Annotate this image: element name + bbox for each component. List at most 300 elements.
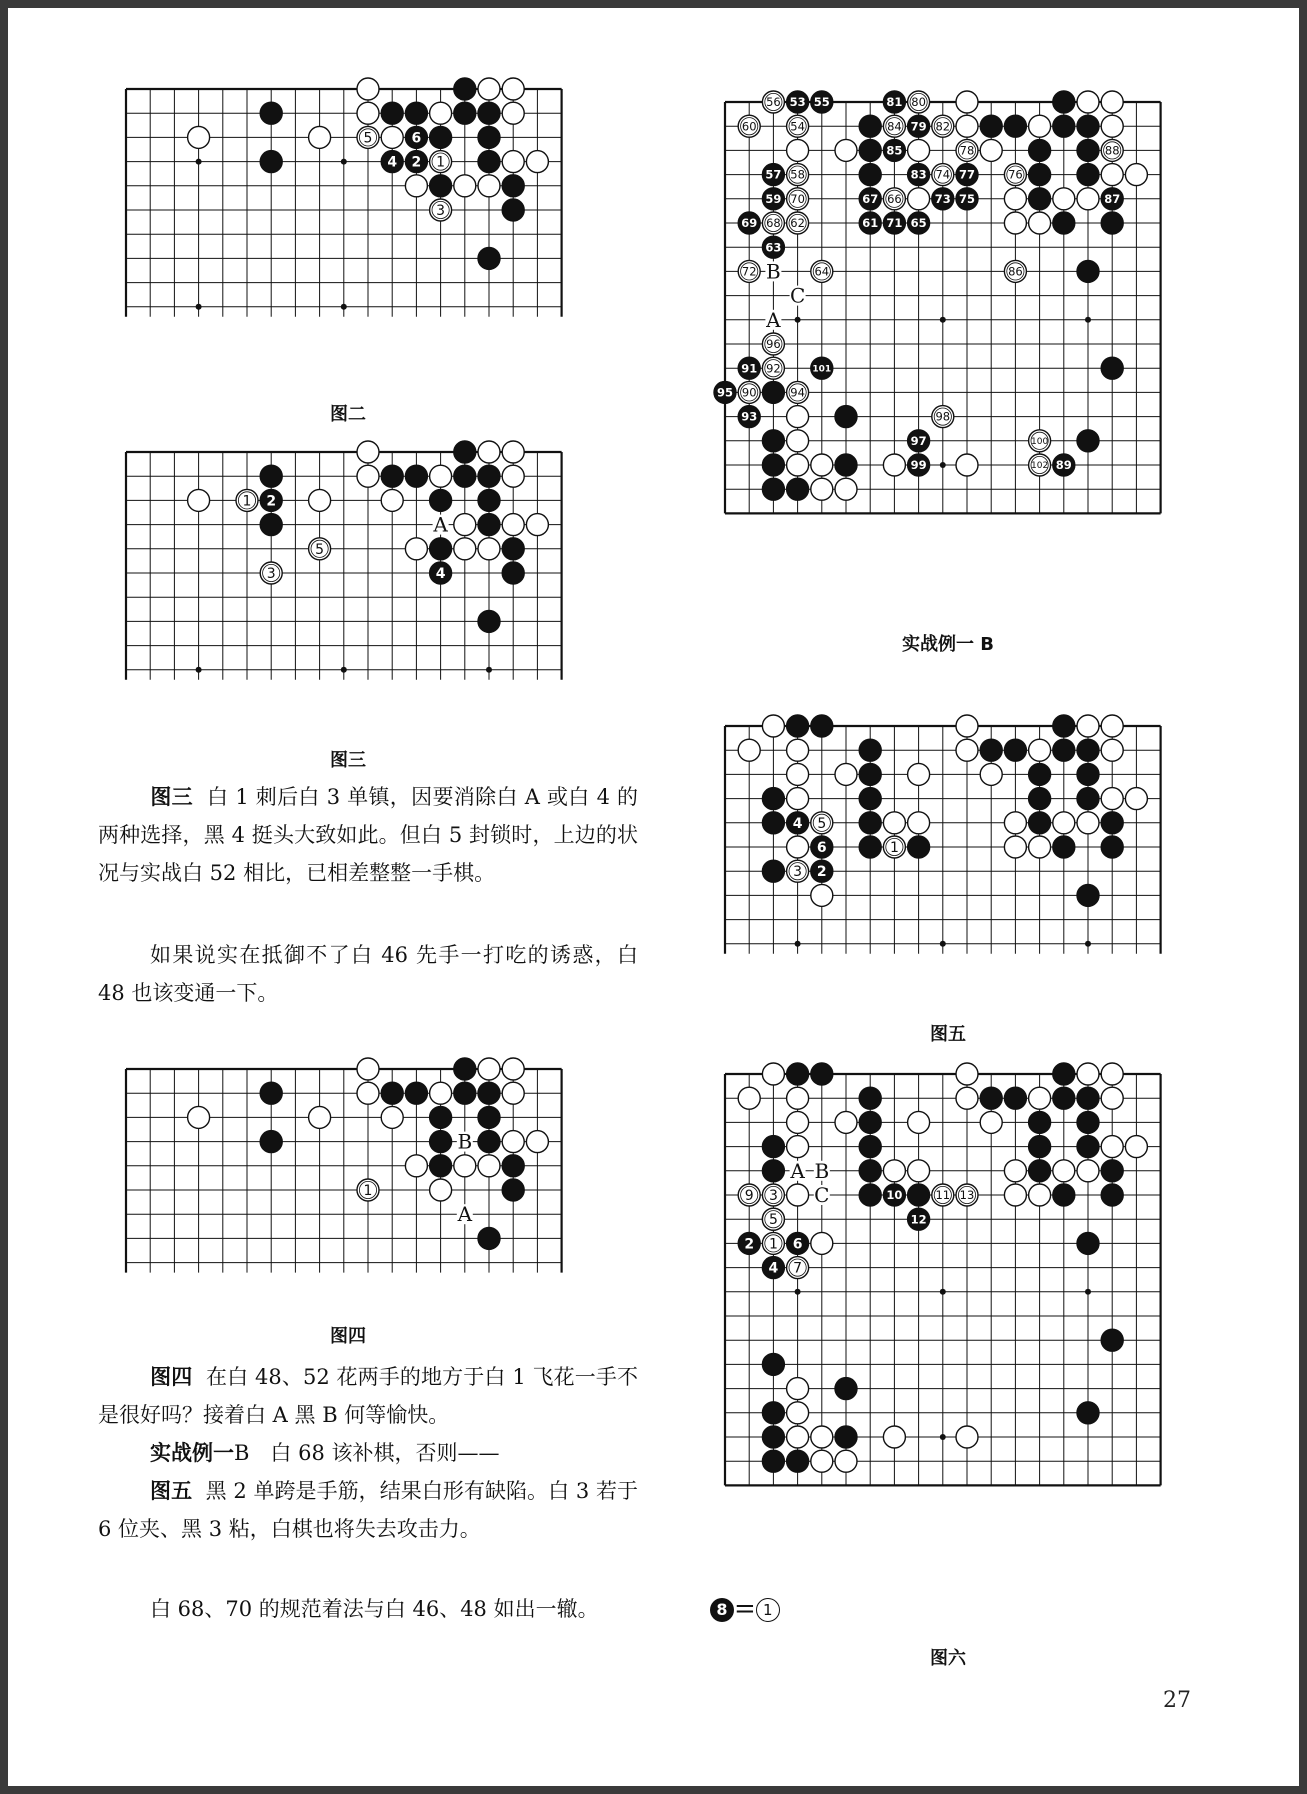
black-stone [762,1160,784,1182]
black-stone [430,1106,452,1128]
board-grid [126,78,562,317]
black-stone [478,102,500,124]
white-stone [405,175,427,197]
point-label: C [789,283,806,308]
black-stone [1029,1111,1051,1133]
white-stone [787,1378,809,1400]
move-number: 55 [813,95,830,110]
paragraph-fig3 [98,778,638,892]
white-stone [405,1155,427,1177]
black-stone [762,860,784,882]
move-number: 68 [766,216,781,231]
black-stone [811,715,833,737]
black-stone [762,478,784,500]
black-stone [260,1131,282,1153]
black-stone [1029,188,1051,210]
black-stone [1077,115,1099,137]
black-stone [405,465,427,487]
move-number: 65 [910,216,927,231]
black-stone [1053,836,1075,858]
white-stone [956,739,978,761]
star-point [1085,1289,1091,1295]
move-number: 66 [887,191,902,206]
white-stone [980,763,1002,785]
black-stone [1077,739,1099,761]
black-stone [859,788,881,810]
black-stone [1077,1232,1099,1254]
paragraph-text: 在白 48、52 花两手的地方于白 1 飞花一手不是很好吗？接着白 A 黑 B 何等愉快。 [98,1365,638,1427]
white-stone [1004,1160,1026,1182]
black-stone [478,1082,500,1104]
move-number: 93 [741,409,758,424]
white-stone [502,1058,524,1080]
move-number: 5 [315,541,325,558]
white-stone [883,812,905,834]
move-number: 86 [1008,264,1023,279]
move-number: 94 [790,385,805,400]
star-point [1085,941,1091,947]
black-stone [478,465,500,487]
star-point [196,159,202,165]
white-stone [787,763,809,785]
black-stone [859,1111,881,1133]
black-stone [1053,739,1075,761]
white-stone [1077,1160,1099,1182]
white-stone [787,454,809,476]
move-number: 60 [741,119,757,134]
white-stone [1004,836,1026,858]
white-stone [1004,1184,1026,1206]
white-stone [1053,188,1075,210]
white-stone [787,1136,809,1158]
paragraph-6: 白 68、70 的规范着法与白 46、48 如出一辙。 [150,1597,599,1621]
black-stone [762,381,784,403]
black-stone [430,1131,452,1153]
white-stone [811,1232,833,1254]
black-stone [478,1106,500,1128]
white-stone [188,126,210,148]
paragraph-text: 白 1 刺后白 3 单镇，因要消除白 A 或白 4 的两种选择，黑 4 挺头大致如此。但白 5 封锁时，上边的状况与实战白 52 相比，已相差整整一手棋。 [98,785,639,885]
white-stone [1077,812,1099,834]
white-stone [787,1184,809,1206]
move-number: 74 [935,167,951,182]
black-stone [1053,115,1075,137]
white-stone [1029,212,1051,234]
white-stone [1029,836,1051,858]
white-stone [956,715,978,737]
white-stone [787,1087,809,1109]
move-number: 72 [741,264,757,279]
move-number: 63 [765,240,782,255]
move-number: 59 [765,191,782,206]
point-label: B [814,1158,830,1183]
move-number: 3 [436,203,446,220]
go-board-fig6 [724,1073,1244,1543]
black-stone [1101,1329,1123,1351]
move-number: 67 [862,191,879,206]
move-number: 10 [886,1188,903,1203]
star-point [795,317,801,323]
move-number: 100 [1031,437,1049,448]
star-point [795,941,801,947]
paragraph-label: 实战例一 [150,1441,234,1465]
black-stone [1101,357,1123,379]
white-stone [1053,812,1075,834]
black-stone [1053,1184,1075,1206]
white-stone [980,1111,1002,1133]
white-stone [357,1082,379,1104]
stone-equivalence-note [710,1594,780,1624]
white-stone [1053,1160,1075,1182]
move-number: 97 [910,433,927,448]
white-stone [526,514,548,536]
white-stone [1125,788,1147,810]
black-stone [478,247,500,269]
caption-fig5: 图五 [930,1024,966,1045]
white-stone [956,115,978,137]
white-stone [478,538,500,560]
white-stone [1101,1136,1123,1158]
black-stone [859,836,881,858]
black-stone [478,126,500,148]
black-stone [787,715,809,737]
move-number: 82 [935,119,951,134]
go-board-fig3 [125,451,655,711]
white-stone [502,151,524,173]
white-stone [787,739,809,761]
black-stone [859,1160,881,1182]
white-stone [1077,1063,1099,1085]
black-stone [787,1063,809,1085]
move-number: 13 [959,1188,975,1203]
black-stone [381,1082,403,1104]
move-number: 98 [935,409,951,424]
move-number: 80 [911,95,926,110]
paragraph-2: 如果说实在抵御不了白 46 先手一打吃的诱惑，白 48 也该变通一下。 [98,943,638,1005]
go-board-fig2 [125,88,655,348]
move-number: 99 [910,458,927,473]
white-stone [188,489,210,511]
white-stone [811,478,833,500]
black-stone [859,763,881,785]
black-stone [835,1426,857,1448]
point-label: C [814,1183,830,1207]
white-stone [1077,715,1099,737]
go-board-fig5 [724,725,1244,985]
black-stone [1077,788,1099,810]
black-stone [1029,763,1051,785]
black-stone [478,1227,500,1249]
white-stone [1029,739,1051,761]
white-stone [1101,164,1123,186]
white-stone [1077,91,1099,113]
black-stone [260,465,282,487]
move-number: 12 [910,1212,927,1227]
white-stone [430,1082,452,1104]
black-stone [762,1450,784,1472]
white-stone [883,1160,905,1182]
black-stone [1029,164,1051,186]
move-number: 1 [889,840,899,857]
move-number: 5 [768,1212,778,1229]
move-number: 1 [768,1236,778,1253]
white-stone [309,1106,331,1128]
move-number: 84 [887,119,902,134]
white-stone [956,1063,978,1085]
board-grid [126,441,562,680]
white-stone [1101,788,1123,810]
white-stone [1004,812,1026,834]
white-stone [787,1111,809,1133]
black-stone [502,562,524,584]
white-stone [502,465,524,487]
point-label: A [457,1202,473,1227]
white-stone [956,1087,978,1109]
black-stone [859,1184,881,1206]
black-stone [1053,1087,1075,1109]
move-number: 1 [242,493,252,510]
move-number: 4 [768,1260,779,1277]
white-stone [381,1106,403,1128]
white-stone [908,139,930,161]
white-stone [1101,739,1123,761]
black-stone [908,836,930,858]
white-stone [811,1450,833,1472]
move-number: 71 [886,216,903,231]
black-stone [502,538,524,560]
black-stone [787,478,809,500]
white-stone [908,188,930,210]
black-stone [478,1131,500,1153]
black-stone [454,441,476,463]
white-stone [381,126,403,148]
white-stone [1101,1063,1123,1085]
board-grid [725,1063,1161,1485]
move-number: 62 [790,216,805,231]
white-stone [835,478,857,500]
white-stone [835,763,857,785]
white-stone [787,430,809,452]
white-stone [1125,164,1147,186]
black-stone [859,115,881,137]
white-stone [787,139,809,161]
black-stone [260,514,282,536]
paragraph-fig5 [98,1472,638,1548]
move-number: 96 [766,337,781,352]
black-stone [762,1136,784,1158]
black-stone [835,454,857,476]
move-number: 73 [934,191,951,206]
white-stone [883,454,905,476]
black-stone [1053,715,1075,737]
move-number: 83 [910,167,927,182]
move-number: 77 [958,167,976,182]
board-grid [126,1058,562,1273]
black-stone [1004,1087,1026,1109]
move-number: 85 [886,143,903,158]
white-stone [787,836,809,858]
white-stone [835,139,857,161]
white-stone [738,1087,760,1109]
white-stone [502,78,524,100]
white-stone [1004,188,1026,210]
white-stone [908,763,930,785]
black-stone [454,1058,476,1080]
black-stone [762,430,784,452]
black-stone [1029,1136,1051,1158]
move-number: 3 [266,566,276,583]
black-stone [859,1087,881,1109]
black-stone [430,538,452,560]
black-stone [980,115,1002,137]
black-stone [859,139,881,161]
black-stone [1077,763,1099,785]
black-stone [762,1426,784,1448]
move-number: 4 [435,566,446,583]
black-stone [1077,164,1099,186]
white-stone [502,102,524,124]
white-stone [762,1063,784,1085]
move-number: 56 [766,95,781,110]
white-stone [787,1402,809,1424]
black-stone [1077,1111,1099,1133]
black-stone [762,1402,784,1424]
black-stone [430,489,452,511]
white-stone [1077,188,1099,210]
move-number: 3 [768,1188,778,1205]
white-stone [1101,1087,1123,1109]
black-stone [1053,212,1075,234]
white-stone [526,151,548,173]
black-stone [811,1063,833,1085]
point-label: A [766,307,781,332]
white-stone [980,139,1002,161]
move-number: 91 [741,361,758,376]
point-label: A [433,512,448,537]
black-stone [1077,1087,1099,1109]
black-stone [1029,139,1051,161]
black-stone [1053,1063,1075,1085]
move-number: 53 [789,95,806,110]
move-number: 9 [744,1188,754,1205]
white-stone [787,1426,809,1448]
white-stone [502,514,524,536]
black-stone [430,1155,452,1177]
move-number: 58 [790,167,805,182]
white-stone [835,1111,857,1133]
black-stone [260,151,282,173]
black-stone [859,1136,881,1158]
white-stone [478,441,500,463]
move-number: 92 [766,361,781,376]
black-stone [787,1450,809,1472]
white-stone [811,1426,833,1448]
star-point [341,304,347,310]
black-stone [478,151,500,173]
black-stone [381,102,403,124]
move-number: 101 [812,364,832,375]
caption-fig6: 图六 [930,1648,966,1669]
black-stone [835,1378,857,1400]
white-stone [188,1106,210,1128]
star-point [1085,317,1091,323]
star-point [940,1289,946,1295]
paragraph-fig4 [98,1358,638,1434]
white-stone [908,1111,930,1133]
white-stone [357,78,379,100]
star-point [341,159,347,165]
move-number: 78 [959,143,975,158]
white-stone-1: 1 [756,1598,780,1622]
black-stone [835,406,857,428]
caption-fig2: 图二 [330,404,366,425]
white-stone [309,489,331,511]
black-stone [1077,1136,1099,1158]
point-label: A [790,1158,805,1183]
white-stone [357,441,379,463]
white-stone [454,175,476,197]
star-point [940,317,946,323]
white-stone [811,454,833,476]
black-stone [502,199,524,221]
caption-fig3: 图三 [330,750,366,771]
move-number: 3 [793,864,803,881]
move-number: 95 [716,385,734,400]
white-stone [956,1426,978,1448]
white-stone [1101,115,1123,137]
white-stone [357,102,379,124]
black-stone [478,514,500,536]
move-number: 2 [816,864,827,881]
black-stone [430,175,452,197]
star-point [940,462,946,468]
black-stone [1101,836,1123,858]
black-stone [430,126,452,148]
black-stone [502,1155,524,1177]
star-point [196,304,202,310]
white-stone [908,812,930,834]
black-stone [1077,260,1099,282]
point-label: B [766,259,781,284]
move-number: 102 [1031,461,1049,472]
black-stone [1029,812,1051,834]
move-number: 61 [862,216,879,231]
white-stone [454,514,476,536]
black-stone [762,788,784,810]
equals-sign: = [734,1594,756,1624]
move-number: 87 [1104,191,1121,206]
black-stone [1029,788,1051,810]
white-stone [478,1058,500,1080]
black-stone [1077,1402,1099,1424]
paragraph-text: B 白 68 该补棋，否则—— [234,1441,500,1465]
star-point [486,667,492,673]
board-grid [725,715,1161,954]
move-number: 88 [1104,143,1120,158]
white-stone [835,1450,857,1472]
move-number: 76 [1008,167,1023,182]
move-number: 6 [411,130,422,147]
black-stone [980,1087,1002,1109]
black-stone [381,465,403,487]
move-number: 7 [793,1260,803,1277]
white-stone [478,78,500,100]
black-stone [1053,91,1075,113]
white-stone [1101,715,1123,737]
white-stone [787,406,809,428]
black-stone [454,1082,476,1104]
move-number: 75 [958,191,976,206]
